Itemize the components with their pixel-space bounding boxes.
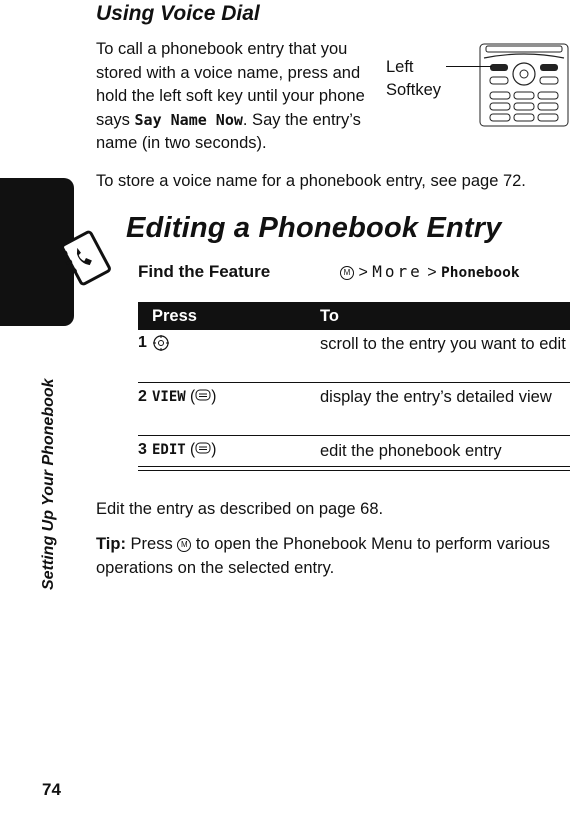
section-title: Using Voice Dial <box>96 2 260 25</box>
find-feature-label: Find the Feature <box>138 262 271 281</box>
table-row: 3 EDIT ( ) edit the phonebook entry <box>138 436 570 467</box>
edit-note: Edit the entry as described on page 68. <box>96 500 384 518</box>
softkey-icon <box>195 442 211 454</box>
table-row: 1 scroll to the entry you want to edit <box>138 330 570 383</box>
callout-line <box>446 66 492 67</box>
side-tab-label: Setting Up Your Phonebook <box>40 378 57 590</box>
phonebook-icon <box>56 228 116 288</box>
menu-key-icon: M <box>340 266 354 280</box>
softkey-icon <box>195 389 211 401</box>
phone-illustration <box>478 42 570 128</box>
header-press: Press <box>152 307 197 325</box>
table-bottom-rule <box>138 470 570 471</box>
callout-left-softkey: Left Softkey <box>386 58 442 99</box>
header-to: To <box>320 307 339 325</box>
voice-command: Say Name Now <box>134 110 243 129</box>
table-header <box>138 302 570 330</box>
instruction-table <box>138 302 570 471</box>
page-heading: Editing a Phonebook Entry <box>126 212 502 244</box>
intro-paragraph: To call a phonebook entry that you stored with a voice name, press and hold the left soft key until your phone says Say Name Now. Say the entry’s name (in two seconds). <box>96 40 365 152</box>
table-row: 2 VIEW ( ) display the entry’s detailed view <box>138 383 570 436</box>
store-voice-note: To store a voice name for a phonebook entry, see page 72. <box>96 172 526 190</box>
page-number: 74 <box>42 780 61 799</box>
tip-label: Tip: <box>96 535 126 553</box>
edit-softkey: EDIT <box>152 442 186 458</box>
menu-key-icon: M <box>177 538 191 552</box>
menu-phonebook: Phonebook <box>441 265 520 281</box>
nav-key-icon <box>152 334 170 352</box>
find-feature-path: M > More > Phonebook <box>340 262 520 282</box>
view-softkey: VIEW <box>152 389 186 405</box>
menu-more: More <box>372 262 423 281</box>
tip-paragraph: Tip: Press M to open the Phonebook Menu to perform various operations on the selected entry. <box>96 535 550 577</box>
